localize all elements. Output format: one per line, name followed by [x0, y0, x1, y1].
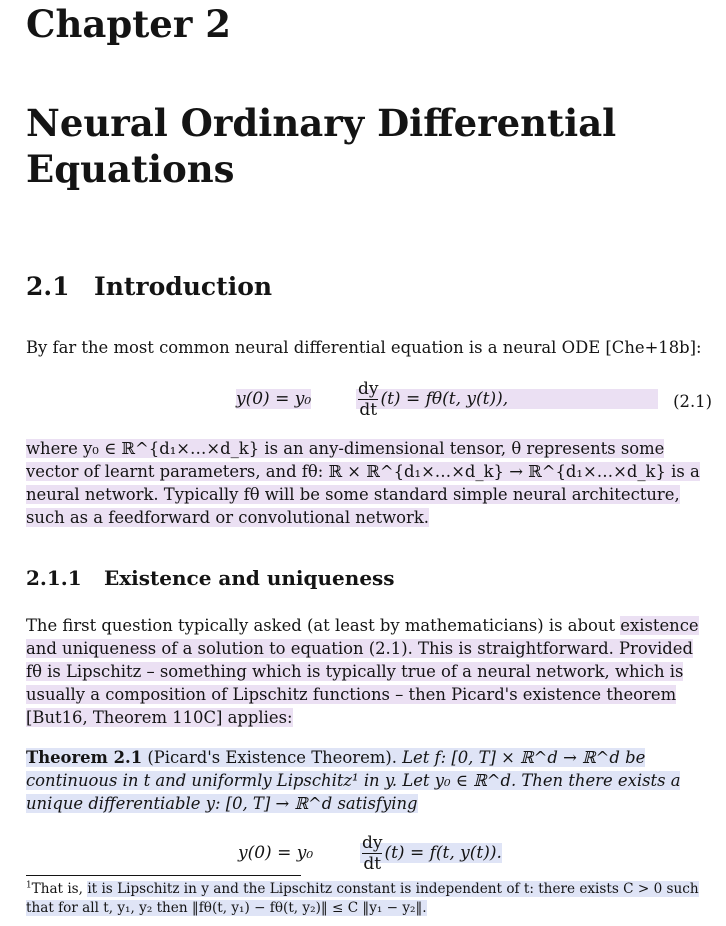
subsection-title: Existence and uniqueness: [104, 566, 395, 590]
footnote: $^1$That is, it is Lipschitz in y and the Lipschitz constant is independent of t: there exists C > 0 such that for all t, y₁, y₂ then ‖fθ(t, y₁) − fθ(t, y₂)‖ ≤ C ‖y₁ − y₂‖.: [26, 880, 699, 916]
theorem-name: (Picard's Existence Theorem).: [147, 748, 397, 767]
paragraph-text: The first question typically asked (at least by mathematicians) is about: [26, 616, 621, 635]
footnote-mark: 1: [26, 880, 32, 891]
chapter-heading: Chapter 2: [26, 2, 231, 46]
equation-label: (2.1): [673, 392, 712, 411]
paragraph-existence: [26, 614, 714, 729]
subsection-heading: [26, 566, 395, 590]
theorem-statement: Let f: [0, T] × ℝ^d → ℝ^d be continuous in t and uniformly Lipschitz¹ in y. Let y₀ ∈ ℝ^d. Then there exists a unique differentiable y: [0, T] → ℝ^d satisfying: [26, 748, 681, 813]
footnote-rule: [26, 875, 301, 876]
section-heading: [26, 272, 272, 301]
paragraph-definition: [26, 437, 714, 529]
section-number: 2.1: [26, 272, 70, 301]
highlight-footnote: it is Lipschitz in y and the Lipschitz constant is independent of t: there exists C > 0 such that for all t, y₁, y₂ then ‖fθ(t, y₁) − fθ(t, y₂)‖ ≤ C ‖y₁ − y₂‖.: [26, 881, 699, 916]
theorem-heading: Theorem 2.1: [26, 748, 143, 767]
equation-lhs: y(0) = y₀: [236, 389, 312, 409]
equation-2-1: [236, 380, 658, 419]
chapter-title: Neural Ordinary Differential Equations: [26, 101, 617, 191]
highlight-definition: where y₀ ∈ ℝ^{d₁×…×d_k} is an any-dimensional tensor, θ represents some vector of learnt parameters, and fθ: ℝ × ℝ^{d₁×…×d_k} → ℝ^{d₁×…×d_k} is a neural network. Typically fθ will be some standard simple neural architecture, such as a feedforward or convolutional network.: [26, 439, 700, 527]
equation-lhs: y(0) = y₀: [238, 843, 314, 863]
equation-picard: [238, 834, 502, 873]
intro-paragraph: By far the most common neural differential equation is a neural ODE [Che+18b]:: [26, 338, 702, 357]
equation-rhs: $\frac{dy}{dt}$ (t) = fθ(t, y(t)),: [356, 389, 658, 409]
section-title: Introduction: [94, 272, 273, 301]
subsection-number: 2.1.1: [26, 566, 82, 590]
theorem-2-1: [26, 746, 714, 815]
equation-rhs: $\frac{dy}{dt}$ (t) = f(t, y(t)).: [361, 833, 502, 874]
highlight-existence: existence and uniqueness of a solution to equation (2.1). This is straightforward. Provided fθ is Lipschitz – something which is typically true of a neural network, which is usually a composition of Lipschitz functions – then Picard's existence theorem [But16, Theorem 110C] applies:: [26, 616, 699, 727]
